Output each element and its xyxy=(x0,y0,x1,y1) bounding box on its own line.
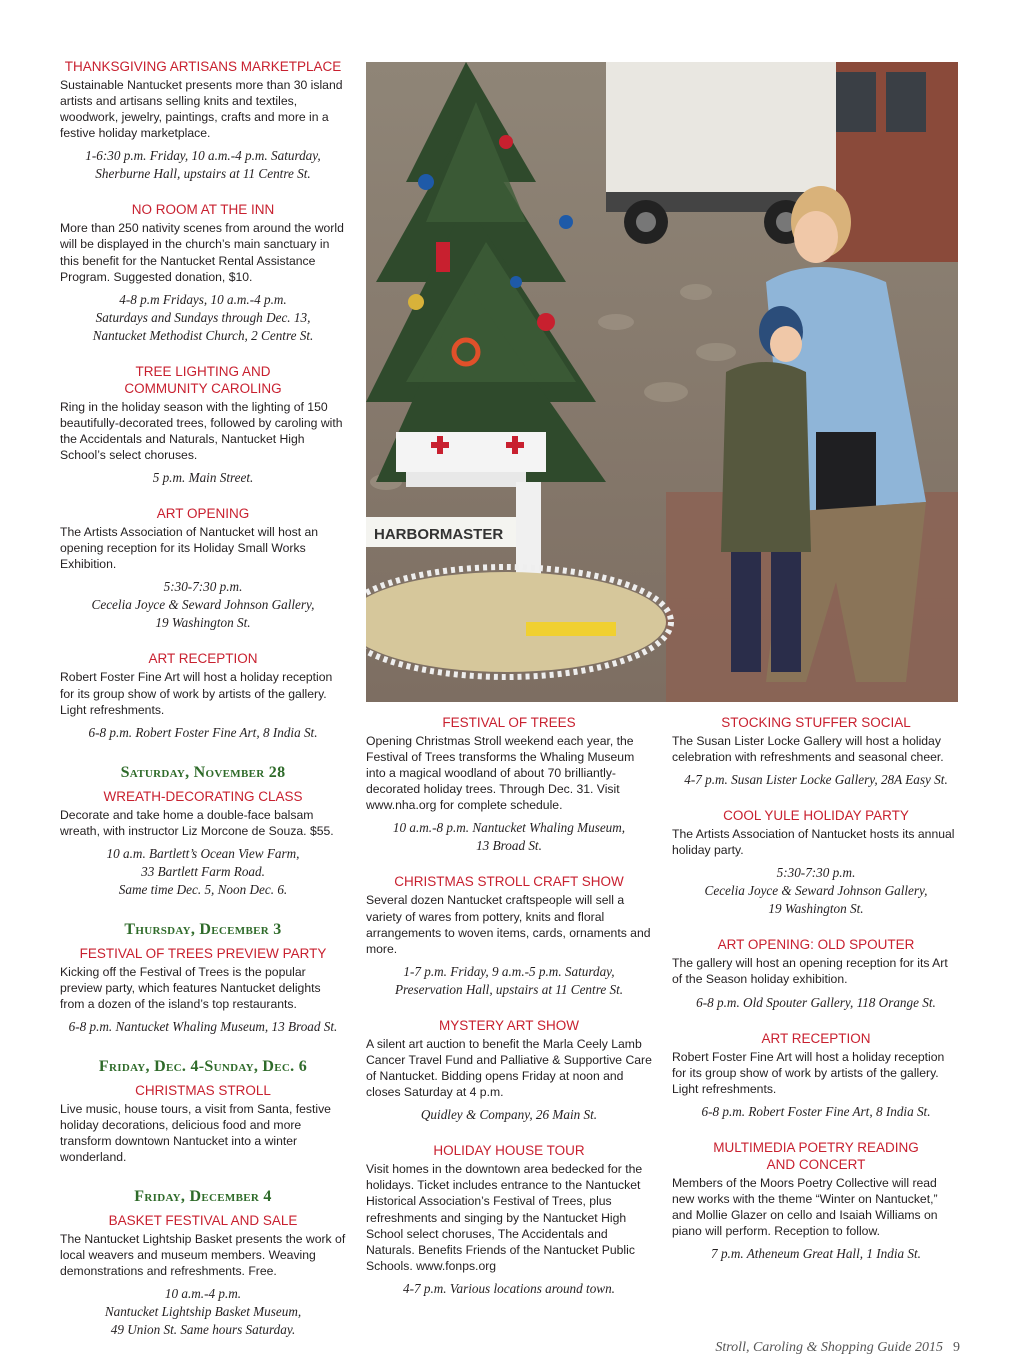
event-art-reception-2 xyxy=(672,1030,960,1121)
event-time: 6-8 p.m. Robert Foster Fine Art, 8 India St. xyxy=(701,1103,931,1119)
page-number: 9 xyxy=(953,1340,960,1355)
event-description: Sustainable Nantucket presents more than 30 island artists and artisans selling knits and textiles, woodwork, jewelry, paintings, crafts and more in a festive holiday marketplace. xyxy=(60,78,343,141)
event-no-room-at-the-inn xyxy=(60,201,346,344)
event-title: ART RECEPTION xyxy=(148,651,258,667)
event-title: TREE LIGHTING AND COMMUNITY CAROLING xyxy=(124,363,282,396)
event-time: 10 a.m.-8 p.m. Nantucket Whaling Museum, 13 Broad St. xyxy=(392,820,626,854)
event-title: ART OPENING xyxy=(156,506,250,522)
event-christmas-stroll xyxy=(60,1082,346,1165)
event-title: ART RECEPTION xyxy=(761,1030,871,1046)
column-right xyxy=(672,714,960,1281)
event-time: 10 a.m. Bartlett’s Ocean View Farm, 33 Bartlett Farm Road. Same time Dec. 5, Noon Dec. 6. xyxy=(106,845,300,897)
event-time: 1-6:30 p.m. Friday, 10 a.m.-4 p.m. Saturday, Sherburne Hall, upstairs at 11 Centre St. xyxy=(85,148,321,182)
event-thanksgiving-marketplace xyxy=(60,58,346,183)
event-title: FESTIVAL OF TREES PREVIEW PARTY xyxy=(79,945,327,961)
event-old-spouter xyxy=(672,936,960,1011)
event-mystery-art-show xyxy=(366,1017,652,1124)
event-craft-show xyxy=(366,873,652,998)
event-description: Ring in the holiday season with the lighting of 150 beautifully-decorated trees, followed by caroling with the Accidentals and Naturals, Nantucket High School’s select choruses. xyxy=(60,399,343,463)
event-poetry-reading xyxy=(672,1139,960,1263)
event-title: ART OPENING: OLD SPOUTER xyxy=(717,937,915,953)
event-title: WREATH-DECORATING CLASS xyxy=(103,788,303,804)
event-description: Opening Christmas Stroll weekend each year, the Festival of Trees transforms the Whaling Museum into a magical woodland of about 70 brilliantly-decorated holiday trees. Through Dec. 31. Visit www.nha.org for complete schedule. xyxy=(366,734,635,813)
event-description: The Artists Association of Nantucket will host an opening reception for its Holiday Small Works Exhibition. xyxy=(60,525,319,572)
event-description: Visit homes in the downtown area bedecked for the holidays. Ticket includes entrance to the Nantucket Historical Association’s Festival of Trees, plus refreshments and singing by the Nantucket High School select choruses, The Accidentals and Naturals. Benefits Friends of the Nantucket Public Schools. www.fonps.org xyxy=(366,1162,643,1273)
column-middle xyxy=(366,714,652,1316)
event-title: THANKSGIVING ARTISANS MARKETPLACE xyxy=(64,59,342,74)
event-cool-yule xyxy=(672,807,960,918)
event-title: STOCKING STUFFER SOCIAL xyxy=(721,715,911,730)
event-preview-party xyxy=(60,945,346,1036)
event-time: 4-7 p.m. Various locations around town. xyxy=(403,1280,615,1296)
event-description: Decorate and take home a double-face balsam wreath, with instructor Liz Morcone de Souza. $55. xyxy=(60,807,334,838)
event-title: MYSTERY ART SHOW xyxy=(438,1017,580,1033)
event-time: 1-7 p.m. Friday, 9 a.m.-5 p.m. Saturday, Preservation Hall, upstairs at 11 Centre St. xyxy=(394,963,624,997)
event-title: MULTIMEDIA POETRY READING AND CONCERT xyxy=(713,1139,919,1172)
event-description: The Nantucket Lightship Basket presents the work of local weavers and museum members. Weaving demonstrations and refreshments. Free. xyxy=(60,1231,346,1278)
event-stocking-stuffer xyxy=(672,714,960,789)
event-title: BASKET FESTIVAL AND SALE xyxy=(108,1212,298,1228)
guide-title: Stroll, Caroling & Shopping Guide 2015 xyxy=(715,1340,943,1355)
event-time: 4-7 p.m. Susan Lister Locke Gallery, 28A Easy St. xyxy=(684,772,948,788)
event-wreath-class xyxy=(60,788,346,899)
event-tree-lighting xyxy=(60,363,346,487)
column-left xyxy=(60,58,346,1357)
event-description: The Artists Association of Nantucket hosts its annual holiday party. xyxy=(672,827,955,858)
event-description: Live music, house tours, a visit from Santa, festive holiday decorations, delicious food and more transform downtown Nantucket into a winter wonderland. xyxy=(60,1102,331,1165)
day-heading-dec-4-6: Friday, Dec. 4-Sunday, Dec. 6 xyxy=(98,1058,308,1076)
event-art-opening xyxy=(60,505,346,632)
harbormaster-sign-text: HARBORMASTER xyxy=(374,526,504,543)
event-time: 5:30-7:30 p.m. Cecelia Joyce & Seward Johnson Gallery, 19 Washington St. xyxy=(91,579,315,631)
event-description: Kicking off the Festival of Trees is the popular preview party, which features Nantucket delights from a dozen of the island’s top restaurants. xyxy=(60,964,321,1012)
event-art-reception xyxy=(60,650,346,741)
event-title: COOL YULE HOLIDAY PARTY xyxy=(723,808,909,824)
event-time: 6-8 p.m. Nantucket Whaling Museum, 13 Broad St. xyxy=(68,1019,338,1035)
event-description: Members of the Moors Poetry Collective will read new works with the theme “Winter on Nantucket,” and Mollie Glazer on cello and Isaiah Williams on piano will perform. Reception to follow. xyxy=(672,1175,938,1239)
day-heading-dec-3: Thursday, December 3 xyxy=(124,920,282,938)
event-title: CHRISTMAS STROLL CRAFT SHOW xyxy=(394,874,624,890)
photo-illustration xyxy=(366,62,958,702)
event-time: 4-8 p.m Fridays, 10 a.m.-4 p.m. Saturdays and Sundays through Dec. 13, Nantucket Methodist Church, 2 Centre St. xyxy=(92,291,314,343)
event-description: The Susan Lister Locke Gallery will host a holiday celebration with refreshments and seasonal cheer. xyxy=(672,734,944,765)
event-time: 6-8 p.m. Old Spouter Gallery, 118 Orange St. xyxy=(696,994,936,1010)
event-description: Several dozen Nantucket craftspeople will sell a variety of wares from pottery, knits and floral arrangements to woven items, cards, ornaments and more. xyxy=(366,893,651,956)
tree-photo xyxy=(366,62,958,702)
day-heading-nov-28: Saturday, November 28 xyxy=(120,763,286,781)
day-heading-dec-4: Friday, December 4 xyxy=(134,1187,272,1205)
event-time: 7 p.m. Atheneum Great Hall, 1 India St. xyxy=(711,1246,921,1262)
event-title: NO ROOM AT THE INN xyxy=(131,202,275,218)
event-time: 5 p.m. Main Street. xyxy=(152,470,254,486)
event-time: 6-8 p.m. Robert Foster Fine Art, 8 India St. xyxy=(88,724,318,740)
event-title: CHRISTMAS STROLL xyxy=(135,1083,271,1099)
event-description: Robert Foster Fine Art will host a holiday reception for its group show of work by artists of the gallery. Light refreshments. xyxy=(60,670,333,717)
event-basket-festival xyxy=(60,1212,346,1339)
event-description: Robert Foster Fine Art will host a holiday reception for its group show of work by artists of the gallery. Light refreshments. xyxy=(672,1049,945,1096)
event-description: More than 250 nativity scenes from around the world will be displayed in the church’s main sanctuary in this benefit for the Nantucket Rental Assistance Program. Suggested donation, $10. xyxy=(60,221,344,284)
event-time: Quidley & Company, 26 Main St. xyxy=(420,1107,598,1123)
event-title: HOLIDAY HOUSE TOUR xyxy=(433,1143,585,1159)
event-holiday-house-tour xyxy=(366,1142,652,1298)
event-description: A silent art auction to benefit the Marla Ceely Lamb Cancer Travel Fund and Palliative & Supportive Care of Nantucket. Bidding opens Friday at noon and closes Saturday at 4 p.m. xyxy=(366,1036,652,1100)
event-title: FESTIVAL OF TREES xyxy=(442,715,576,730)
event-time: 10 a.m.-4 p.m. Nantucket Lightship Basket Museum, 49 Union St. Same hours Saturday. xyxy=(104,1285,302,1337)
event-description: The gallery will host an opening reception for its Art of the Season holiday exhibition. xyxy=(672,956,948,987)
page-footer xyxy=(715,1340,960,1356)
event-festival-of-trees xyxy=(366,714,652,855)
event-time: 5:30-7:30 p.m. Cecelia Joyce & Seward Johnson Gallery, 19 Washington St. xyxy=(704,865,928,917)
